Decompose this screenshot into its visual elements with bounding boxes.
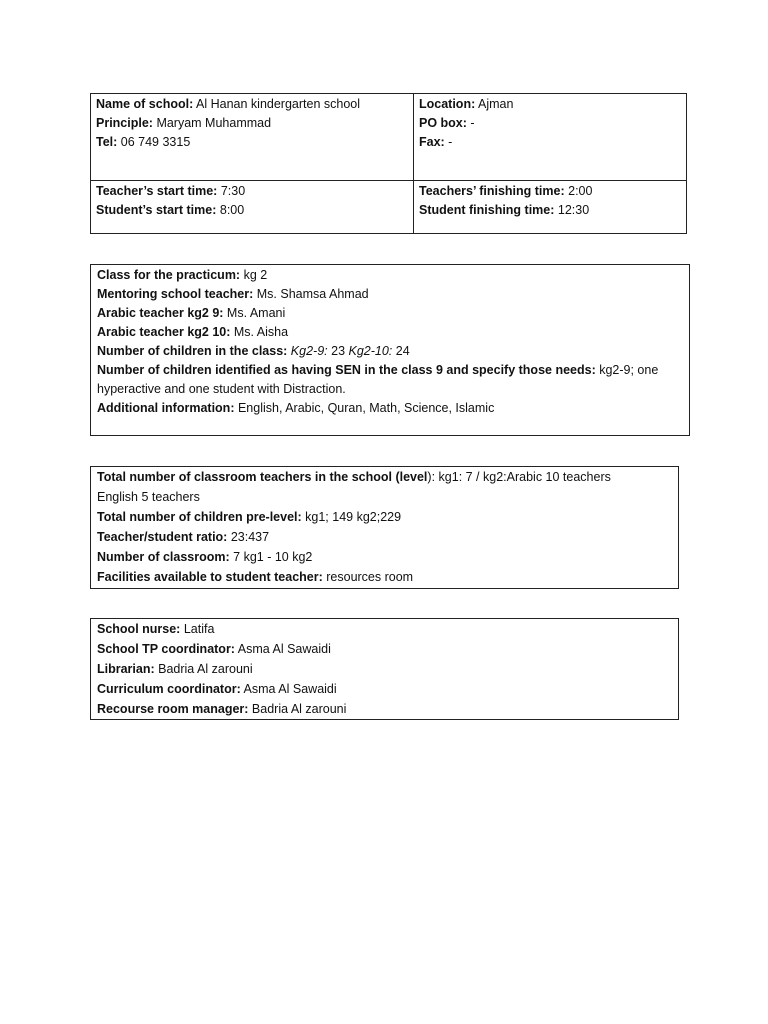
resource-manager-value: Badria Al zarouni bbox=[248, 702, 347, 716]
ratio-label: Teacher/student ratio: bbox=[97, 530, 228, 544]
location-value: Ajman bbox=[475, 97, 514, 111]
librarian-label: Librarian: bbox=[97, 662, 155, 676]
children-total-value: kg1; 149 kg2;229 bbox=[301, 510, 402, 524]
resource-manager-label: Recourse room manager: bbox=[97, 702, 249, 716]
children-total-label: Total number of children pre-level: bbox=[97, 510, 302, 524]
arabic-teacher-10-label: Arabic teacher kg2 10: bbox=[97, 325, 231, 339]
arabic-teacher-9-row bbox=[97, 304, 683, 323]
tel-label: Tel: bbox=[96, 135, 118, 149]
school-info-grid bbox=[90, 93, 687, 234]
school-name-label: Name of school: bbox=[96, 97, 194, 111]
arabic-teacher-9-value: Ms. Amani bbox=[223, 306, 286, 320]
school-name-value: Al Hanan kindergarten school bbox=[193, 97, 361, 111]
classroom-label: Number of classroom: bbox=[97, 550, 230, 564]
librarian-value: Badria Al zarouni bbox=[154, 662, 253, 676]
student-start-value: 8:00 bbox=[216, 203, 245, 217]
sen-row bbox=[97, 361, 683, 399]
school-name-row bbox=[96, 95, 408, 114]
student-start-label: Student’s start time: bbox=[96, 203, 217, 217]
location-label: Location: bbox=[419, 97, 476, 111]
student-finish-row bbox=[419, 201, 681, 220]
student-start-row bbox=[96, 201, 408, 220]
tel-row bbox=[96, 133, 408, 152]
tp-coordinator-row bbox=[97, 639, 672, 659]
start-times-cell bbox=[91, 181, 414, 234]
class-info-box bbox=[90, 264, 690, 436]
additional-info-value: English, Arabic, Quran, Math, Science, Islamic bbox=[234, 401, 495, 415]
class-value: kg 2 bbox=[240, 268, 268, 282]
fax-value: - bbox=[444, 135, 453, 149]
fax-label: Fax: bbox=[419, 135, 445, 149]
sen-value: kg2-9; one hyperactive and one student with Distraction. bbox=[97, 363, 659, 396]
school-stats-box bbox=[90, 466, 679, 589]
children-count-label: Number of children in the class: bbox=[97, 344, 288, 358]
finish-times-cell bbox=[414, 181, 687, 234]
kg2-10-value: 24 bbox=[392, 344, 410, 358]
curriculum-coordinator-value: Asma Al Sawaidi bbox=[240, 682, 337, 696]
student-finish-value: 12:30 bbox=[554, 203, 590, 217]
kg2-10-label: Kg2-10: bbox=[345, 344, 393, 358]
curriculum-coordinator-row bbox=[97, 679, 672, 699]
teacher-start-value: 7:30 bbox=[217, 184, 246, 198]
teacher-finish-label: Teachers’ finishing time: bbox=[419, 184, 565, 198]
teacher-finish-row bbox=[419, 182, 681, 201]
ratio-value: 23:437 bbox=[227, 530, 270, 544]
po-box-label: PO box: bbox=[419, 116, 467, 130]
teachers-total-label: Total number of classroom teachers in the school (level bbox=[97, 470, 428, 484]
facilities-value: resources room bbox=[322, 570, 414, 584]
nurse-row bbox=[97, 619, 672, 639]
po-box-row bbox=[419, 114, 681, 133]
classroom-value: 7 kg1 - 10 kg2 bbox=[229, 550, 313, 564]
principle-label: Principle: bbox=[96, 116, 153, 130]
tel-value: 06 749 3315 bbox=[117, 135, 191, 149]
school-details-cell bbox=[91, 94, 414, 181]
additional-info-label: Additional information: bbox=[97, 401, 235, 415]
facilities-label: Facilities available to student teacher: bbox=[97, 570, 323, 584]
staff-box bbox=[90, 618, 679, 720]
principle-value: Maryam Muhammad bbox=[152, 116, 272, 130]
children-count-row bbox=[97, 342, 683, 361]
sen-label: Number of children identified as having SEN in the class 9 and specify those needs: bbox=[97, 363, 596, 377]
class-row bbox=[97, 266, 683, 285]
fax-row bbox=[419, 133, 681, 152]
location-row bbox=[419, 95, 681, 114]
teachers-total-row bbox=[97, 467, 672, 507]
teachers-total-value: kg1: 7 / kg2:Arabic 10 teachers English 5 teachers bbox=[97, 470, 611, 504]
mentor-row bbox=[97, 285, 683, 304]
kg2-9-label: Kg2-9: bbox=[287, 344, 328, 358]
arabic-teacher-9-label: Arabic teacher kg2 9: bbox=[97, 306, 224, 320]
facilities-row bbox=[97, 567, 672, 587]
nurse-label: School nurse: bbox=[97, 622, 181, 636]
teacher-finish-value: 2:00 bbox=[564, 184, 593, 198]
arabic-teacher-10-row bbox=[97, 323, 683, 342]
class-label: Class for the practicum: bbox=[97, 268, 241, 282]
resource-manager-row bbox=[97, 699, 672, 719]
principle-row bbox=[96, 114, 408, 133]
mentor-label: Mentoring school teacher: bbox=[97, 287, 254, 301]
tp-coordinator-label: School TP coordinator: bbox=[97, 642, 235, 656]
nurse-value: Latifa bbox=[180, 622, 215, 636]
kg2-9-value: 23 bbox=[327, 344, 346, 358]
location-details-cell bbox=[414, 94, 687, 181]
student-finish-label: Student finishing time: bbox=[419, 203, 555, 217]
teacher-start-row bbox=[96, 182, 408, 201]
teachers-total-paren: ): bbox=[427, 470, 436, 484]
po-box-value: - bbox=[466, 116, 475, 130]
curriculum-coordinator-label: Curriculum coordinator: bbox=[97, 682, 241, 696]
classroom-row bbox=[97, 547, 672, 567]
mentor-value: Ms. Shamsa Ahmad bbox=[253, 287, 369, 301]
children-total-row bbox=[97, 507, 672, 527]
school-info-table bbox=[90, 93, 687, 234]
teacher-start-label: Teacher’s start time: bbox=[96, 184, 218, 198]
tp-coordinator-value: Asma Al Sawaidi bbox=[234, 642, 331, 656]
ratio-row bbox=[97, 527, 672, 547]
arabic-teacher-10-value: Ms. Aisha bbox=[230, 325, 289, 339]
additional-info-row bbox=[97, 399, 683, 418]
librarian-row bbox=[97, 659, 672, 679]
